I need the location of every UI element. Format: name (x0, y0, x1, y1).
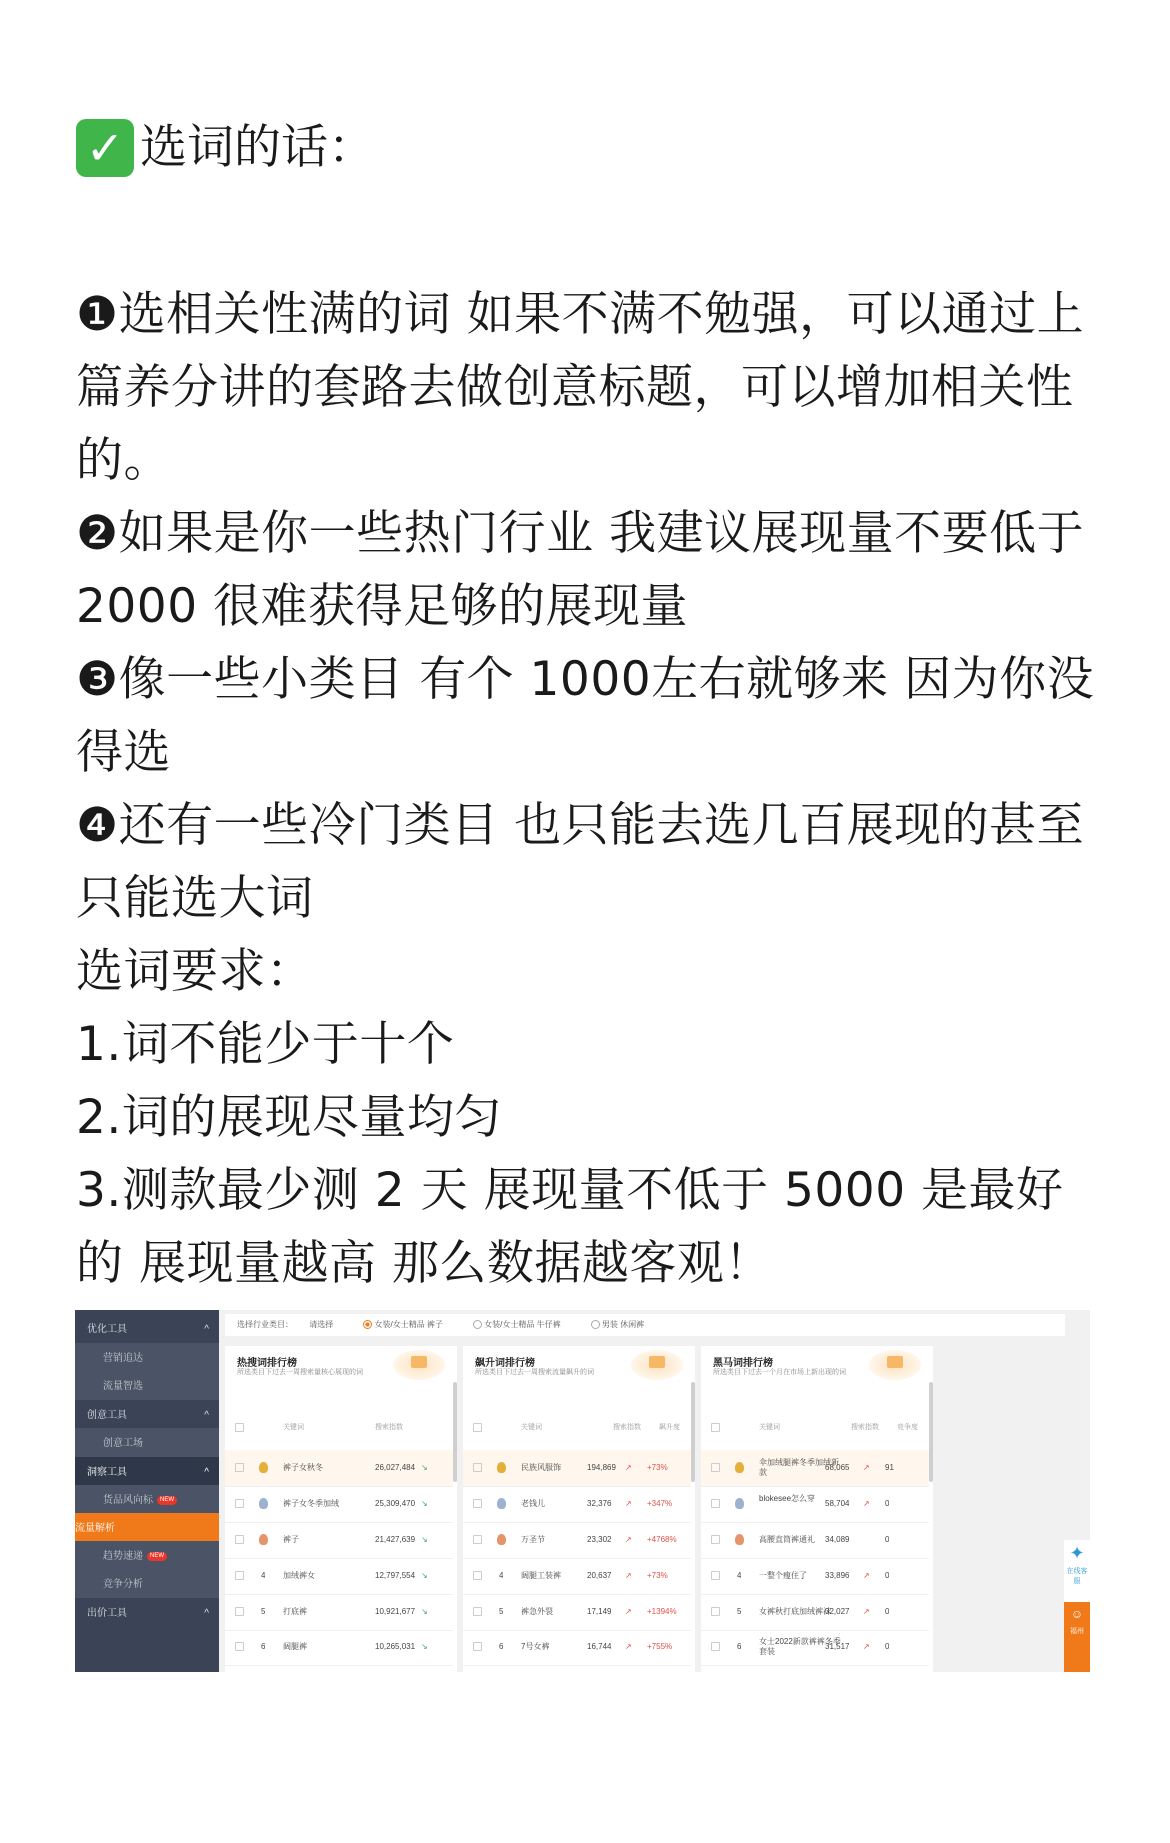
rise-rate: +347% (647, 1499, 673, 1508)
keyword-link[interactable]: 裤子女秋冬 (283, 1463, 323, 1472)
table-header (463, 1414, 709, 1442)
search-index: 17,149 (587, 1607, 612, 1616)
keyword-link[interactable]: 伞加绒腿裤冬季加绒新款 (759, 1458, 839, 1477)
rank-number: 4 (499, 1571, 504, 1580)
card-title: 热搜词排行榜 (237, 1358, 297, 1369)
row-checkbox[interactable] (473, 1607, 482, 1616)
keyword-link[interactable]: blokesee怎么穿 (759, 1494, 816, 1503)
sidebar-item-8[interactable]: 趋势速递 NEW (75, 1541, 219, 1573)
trend-icon: ↗ (863, 1499, 870, 1508)
table-row[interactable] (701, 1450, 929, 1487)
column-header[interactable]: 飙升度 (659, 1424, 680, 1431)
gold-medal-icon (735, 1462, 744, 1473)
sidebar-item-0[interactable]: 优化工具 ^ (75, 1314, 219, 1346)
rank-number: 4 (737, 1571, 742, 1580)
requirement-3: 3.测款最少测 2 天 展现量不低于 5000 是最好的 展现量越高 那么数据越客观！ (76, 1163, 1064, 1291)
card-title: 飙升词排行榜 (475, 1358, 535, 1369)
chevron-up-icon: ^ (204, 1410, 209, 1421)
requirement-2: 2.词的展现尽量均匀 (76, 1090, 502, 1145)
trend-icon: ↗ (625, 1535, 632, 1544)
row-checkbox[interactable] (711, 1499, 720, 1508)
article-title (76, 118, 1096, 178)
row-checkbox[interactable] (473, 1571, 482, 1580)
keyword-link[interactable]: 7号女裤 (521, 1642, 550, 1651)
row-checkbox[interactable] (711, 1607, 720, 1616)
search-index: 10,265,031 (375, 1642, 416, 1651)
trend-icon: ↘ (421, 1535, 428, 1544)
silver-medal-icon (259, 1498, 268, 1509)
trend-icon: ↘ (421, 1463, 428, 1472)
title-text: 选词的话： (140, 120, 375, 175)
keyword-link[interactable]: 万圣节 (521, 1535, 545, 1544)
rank-number: 6 (261, 1642, 266, 1651)
rank-number: 6 (737, 1642, 742, 1651)
search-index: 20,637 (587, 1571, 612, 1580)
silver-medal-icon (735, 1498, 744, 1509)
filter-label: 选择行业类目： (237, 1320, 293, 1329)
search-index: 31,517 (825, 1642, 850, 1651)
card-description: 所选类目下过去一周搜索量核心展现的词 (237, 1369, 363, 1376)
chevron-up-icon: ^ (204, 1608, 209, 1619)
table-row[interactable] (225, 1558, 453, 1595)
column-header[interactable]: 关键词 (283, 1424, 304, 1431)
column-header[interactable]: 关键词 (521, 1424, 542, 1431)
paragraph-2: ❷如果是你一些热门行业 我建议展现量不要低于 2000 很难获得足够的展现量 (76, 506, 1085, 634)
card-description: 所选类目下过去一周搜索流量飙升的词 (475, 1369, 594, 1376)
bronze-medal-icon (497, 1534, 506, 1545)
category-filter (225, 1314, 1065, 1336)
search-index: 26,027,484 (375, 1463, 416, 1472)
row-checkbox[interactable] (235, 1535, 244, 1544)
gold-medal-icon (259, 1462, 268, 1473)
rank-number: 6 (499, 1642, 504, 1651)
search-index: 58,704 (825, 1499, 850, 1508)
online-service-button[interactable]: ✦ 在线客服 (1064, 1540, 1090, 1602)
row-checkbox[interactable] (473, 1463, 482, 1472)
keyword-link[interactable]: 阔腿工装裤 (521, 1571, 561, 1580)
card-description: 所选类目下过去一个月在市场上新出现的词 (713, 1369, 846, 1376)
table-header (701, 1414, 947, 1442)
radio-icon (591, 1320, 600, 1329)
illustration-icon (393, 1350, 445, 1380)
keyword-link[interactable]: 打底裤 (283, 1607, 307, 1616)
row-checkbox[interactable] (235, 1571, 244, 1580)
row-checkbox[interactable] (235, 1499, 244, 1508)
rise-rate: +1394% (647, 1607, 677, 1616)
search-index: 194,869 (587, 1463, 616, 1472)
keyword-link[interactable]: 老钱儿 (521, 1499, 545, 1508)
card-title: 黑马词排行榜 (713, 1358, 773, 1369)
trend-icon: ↗ (625, 1499, 632, 1508)
keyword-link[interactable]: 一整个瘦住了 (759, 1571, 807, 1580)
table-row[interactable] (463, 1558, 691, 1595)
illustration-icon (869, 1350, 921, 1380)
table-header (225, 1414, 471, 1442)
table-row[interactable] (463, 1522, 691, 1559)
service-mascot-icon: ✦ (1069, 1543, 1085, 1563)
rise-rate: +73% (647, 1463, 668, 1472)
paragraph-4: ❹还有一些冷门类目 也只能去选几百展现的甚至只能选大词 (76, 798, 1085, 926)
keyword-link[interactable]: 裤子 (283, 1535, 299, 1544)
trend-icon: ↗ (863, 1463, 870, 1472)
search-index: 68,065 (825, 1463, 850, 1472)
column-header[interactable]: 关键词 (759, 1424, 780, 1431)
column-header[interactable]: 搜索指数 (375, 1424, 403, 1431)
trend-icon: ↘ (421, 1499, 428, 1508)
paragraph-3: ❸像一些小类目 有个 1000左右就够来 因为你没得选 (76, 652, 1095, 780)
trend-icon: ↗ (625, 1463, 632, 1472)
trend-icon: ↘ (421, 1571, 428, 1580)
competition-score: 0 (885, 1642, 890, 1651)
trend-icon: ↗ (863, 1642, 870, 1651)
radio-selected-icon (363, 1320, 372, 1329)
new-badge: NEW (147, 1552, 167, 1561)
rank-number: 5 (261, 1607, 266, 1616)
trend-icon: ↗ (863, 1571, 870, 1580)
search-index: 10,921,677 (375, 1607, 416, 1616)
column-header[interactable]: 搜索指数 (613, 1424, 641, 1431)
search-index: 21,427,639 (375, 1535, 416, 1544)
column-header[interactable]: 竞争度 (897, 1424, 918, 1431)
ranking-card-0 (225, 1346, 457, 1672)
column-header[interactable]: 搜索指数 (851, 1424, 879, 1431)
table-row[interactable] (463, 1594, 691, 1631)
keyword-link[interactable]: 阔腿裤 (283, 1642, 307, 1651)
sidebar-item-10[interactable]: 出价工具 ^ (75, 1598, 219, 1630)
chevron-up-icon: ^ (204, 1324, 209, 1335)
silver-medal-icon (497, 1498, 506, 1509)
table-row[interactable] (225, 1522, 453, 1559)
keyword-link[interactable]: 裤子女冬季加绒 (283, 1499, 339, 1508)
table-row[interactable] (225, 1594, 453, 1631)
competition-score: 91 (885, 1463, 894, 1472)
sidebar-item-9[interactable]: 竞争分析 (75, 1569, 219, 1601)
row-checkbox[interactable] (711, 1642, 720, 1651)
trend-icon: ↘ (421, 1642, 428, 1651)
table-row[interactable] (463, 1629, 691, 1666)
embedded-screenshot (75, 1310, 1090, 1672)
select-all-checkbox[interactable] (711, 1423, 720, 1432)
select-all-checkbox[interactable] (235, 1423, 244, 1432)
floating-toolbar (1064, 1540, 1090, 1672)
sidebar-item-5[interactable]: 洞察工具 ^ (75, 1457, 219, 1489)
table-row[interactable] (463, 1486, 691, 1523)
trend-icon: ↗ (625, 1642, 632, 1651)
trend-icon: ↗ (625, 1571, 632, 1580)
search-index: 16,744 (587, 1642, 612, 1651)
sidebar (75, 1310, 219, 1672)
gold-medal-icon (497, 1462, 506, 1473)
row-checkbox[interactable] (711, 1535, 720, 1544)
rank-number: 4 (261, 1571, 266, 1580)
table-row[interactable] (701, 1629, 929, 1666)
bronze-medal-icon (735, 1534, 744, 1545)
new-badge: NEW (157, 1496, 177, 1505)
search-index: 32,376 (587, 1499, 612, 1508)
table-row[interactable] (225, 1486, 453, 1523)
row-checkbox[interactable] (473, 1535, 482, 1544)
keyword-link[interactable]: 高腰直筒裤通礼 (759, 1535, 815, 1544)
table-row[interactable] (463, 1450, 691, 1487)
row-checkbox[interactable] (235, 1642, 244, 1651)
filter-option-2[interactable]: 女装/女士精品 牛仔裤 (473, 1320, 574, 1329)
rise-rate: +73% (647, 1571, 668, 1580)
keyword-link[interactable]: 加绒裤女 (283, 1571, 315, 1580)
filter-option-0[interactable]: 请选择 (309, 1320, 334, 1329)
keyword-link[interactable]: 女士2022新款裤裤冬季套装 (759, 1637, 841, 1656)
requirement-1: 1.词不能少于十个 (76, 1017, 455, 1072)
select-all-checkbox[interactable] (473, 1423, 482, 1432)
search-index: 33,896 (825, 1571, 850, 1580)
keyword-link[interactable]: 女裤秋打底加绒裤袜 (759, 1607, 831, 1616)
chevron-up-icon: ^ (204, 1467, 209, 1478)
row-checkbox[interactable] (711, 1571, 720, 1580)
rank-number: 5 (499, 1607, 504, 1616)
filter-option-1[interactable]: 女装/女士精品 裤子 (363, 1320, 456, 1329)
people-icon: ☺ (1070, 1607, 1084, 1621)
keyword-link[interactable]: 裤急外裂 (521, 1607, 553, 1616)
search-index: 12,797,554 (375, 1571, 416, 1580)
search-index: 25,309,470 (375, 1499, 416, 1508)
filter-option-3[interactable]: 男装 休闲裤 (591, 1320, 658, 1329)
row-checkbox[interactable] (235, 1607, 244, 1616)
sidebar-item-1[interactable]: 营销追达 (75, 1343, 219, 1375)
rise-rate: +4768% (647, 1535, 677, 1544)
rank-number: 5 (737, 1607, 742, 1616)
table-row[interactable] (701, 1486, 929, 1523)
row-checkbox[interactable] (473, 1642, 482, 1651)
competition-score: 0 (885, 1535, 890, 1544)
table-row[interactable] (701, 1558, 929, 1595)
sidebar-item-7[interactable]: 流量解析 (75, 1513, 219, 1545)
requirements-heading: 选词要求： (76, 944, 314, 999)
search-index: 32,027 (825, 1607, 850, 1616)
search-index: 23,302 (587, 1535, 612, 1544)
ranking-card-1 (463, 1346, 695, 1672)
table-row[interactable] (225, 1450, 453, 1487)
location-button[interactable]: ☺ 福州 (1064, 1602, 1090, 1672)
sidebar-item-3[interactable]: 创意工具 ^ (75, 1400, 219, 1432)
row-checkbox[interactable] (711, 1463, 720, 1472)
competition-score: 0 (885, 1571, 890, 1580)
sidebar-item-6[interactable]: 货品风向标 NEW (75, 1485, 219, 1517)
trend-icon: ↗ (625, 1607, 632, 1616)
radio-icon (473, 1320, 482, 1329)
trend-icon: ↘ (421, 1607, 428, 1616)
illustration-icon (631, 1350, 683, 1380)
rise-rate: +755% (647, 1642, 673, 1651)
bronze-medal-icon (259, 1534, 268, 1545)
trend-icon: ↗ (863, 1607, 870, 1616)
main-area (225, 1310, 1090, 1672)
article (76, 118, 1096, 1300)
row-checkbox[interactable] (235, 1463, 244, 1472)
table-row[interactable] (701, 1522, 929, 1559)
keyword-link[interactable]: 民族风服饰 (521, 1463, 561, 1472)
competition-score: 0 (885, 1607, 890, 1616)
table-row[interactable] (701, 1594, 929, 1631)
sidebar-item-4[interactable]: 创意工场 (75, 1428, 219, 1460)
competition-score: 0 (885, 1499, 890, 1508)
row-checkbox[interactable] (473, 1499, 482, 1508)
table-row[interactable] (225, 1629, 453, 1666)
paragraph-1: ❶选相关性满的词 如果不满不勉强，可以通过上篇养分讲的套路去做创意标题，可以增加相关性的。 (76, 287, 1085, 488)
sidebar-item-2[interactable]: 流量智选 (75, 1371, 219, 1403)
check-mark-icon: ✓ (76, 119, 134, 177)
search-index: 34,089 (825, 1535, 850, 1544)
ranking-card-2 (701, 1346, 933, 1672)
